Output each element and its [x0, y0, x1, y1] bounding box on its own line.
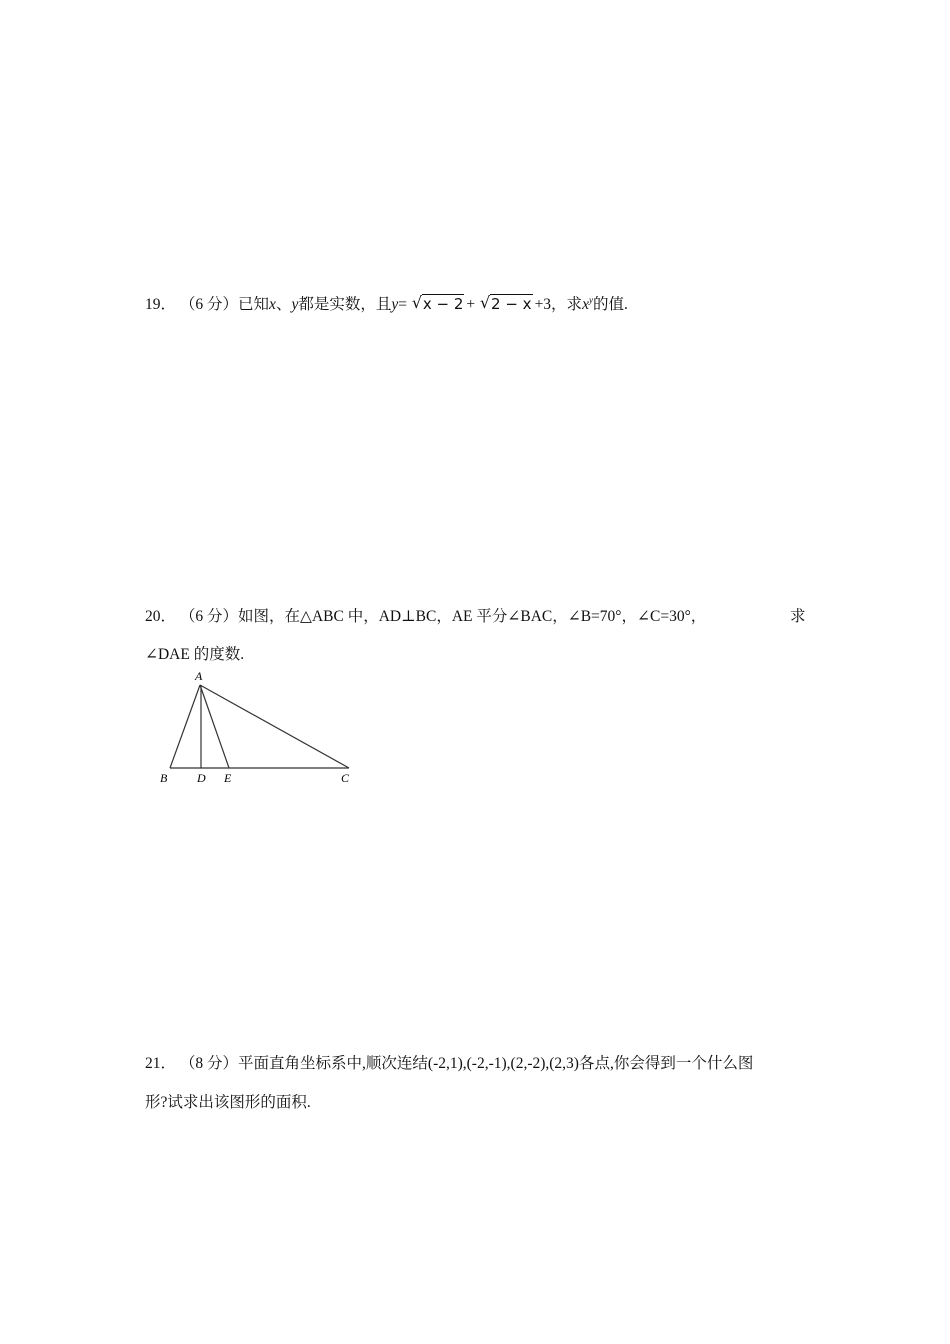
q20-line2: ∠DAE 的度数. [145, 646, 245, 663]
pow-base: x [582, 296, 589, 313]
q19-number: 19． [145, 296, 177, 313]
sqrt-1-content: x − 2 [422, 295, 464, 313]
q19-end: 的值. [592, 296, 628, 313]
var-y: y [291, 296, 299, 313]
label-a: A [195, 669, 203, 683]
q20-score: （6 分） [179, 608, 239, 625]
q20-qiu: 求 [790, 608, 806, 625]
eq-y: y [391, 296, 399, 313]
sep: 、 [275, 296, 292, 313]
var-x: x [269, 296, 276, 313]
q19-tail: +3，求 [534, 296, 583, 313]
q20-line1: 如图，在△ABC 中，AD⊥BC，AE 平分∠BAC，∠B=70°，∠C=30°， [238, 608, 707, 625]
label-e: E [224, 771, 232, 785]
q20-number: 20． [145, 608, 177, 625]
sqrt-2-content: 2 − x [491, 295, 532, 313]
label-c: C [341, 771, 350, 785]
q19-text: 都是实数，且 [298, 296, 392, 313]
label-d: D [197, 771, 206, 785]
pow-exp: y [588, 294, 593, 305]
plus: + [466, 296, 476, 313]
q21-line1: 平面直角坐标系中,顺次连结(-2,1),(-2,-1),(2,-2),(2,3)各点,你会得到一个什么图 [238, 1055, 754, 1072]
q21-score: （8 分） [179, 1055, 239, 1072]
q19-score: （6 分） [179, 296, 239, 313]
q21-number: 21． [145, 1055, 177, 1072]
q21-line2: 形?试求出该图形的面积. [145, 1094, 311, 1111]
label-b: B [160, 771, 168, 785]
q19-text: 已知 [238, 296, 270, 313]
side-ac [200, 685, 349, 768]
equals: = [398, 296, 407, 313]
side-ab [170, 685, 200, 768]
bisector-ae [200, 685, 229, 768]
